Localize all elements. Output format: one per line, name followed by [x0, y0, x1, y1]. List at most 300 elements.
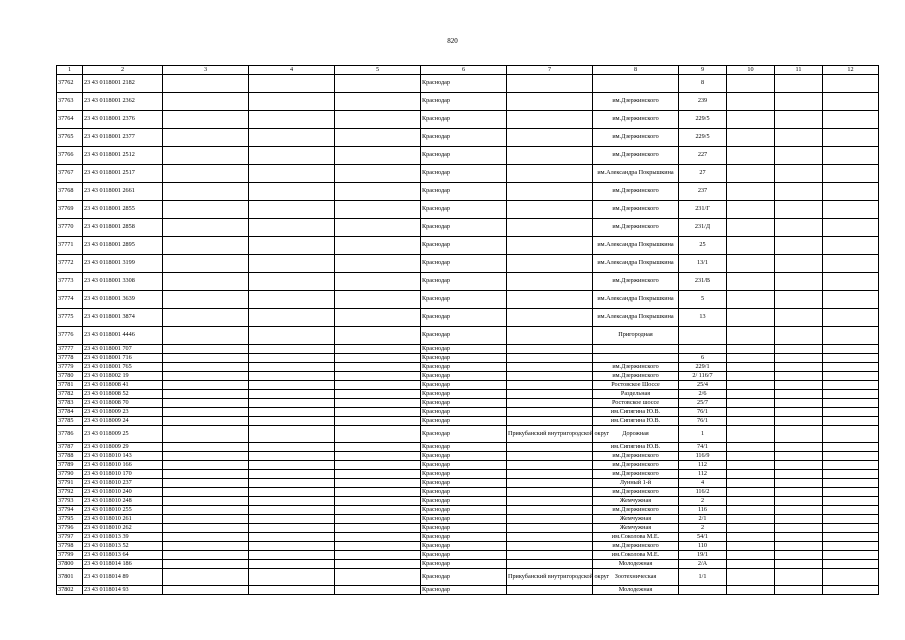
record-number: 37796	[57, 524, 83, 533]
empty-cell	[727, 443, 775, 452]
empty-cell	[249, 551, 335, 560]
table-row	[57, 147, 879, 165]
empty-cell	[163, 488, 249, 497]
empty-cell	[249, 354, 335, 363]
empty-cell	[249, 515, 335, 524]
empty-cell	[823, 551, 879, 560]
house-cell: 25/4	[679, 381, 727, 390]
empty-cell	[335, 542, 421, 551]
empty-cell	[335, 569, 421, 586]
record-number: 37772	[57, 255, 83, 273]
city-cell: Краснодар	[421, 399, 507, 408]
empty-cell	[775, 111, 823, 129]
empty-cell	[727, 488, 775, 497]
empty-cell	[775, 93, 823, 111]
empty-cell	[163, 255, 249, 273]
empty-cell	[727, 381, 775, 390]
table-row	[57, 372, 879, 381]
empty-cell	[335, 291, 421, 309]
district-cell	[507, 183, 593, 201]
cadastral-number: 23 43 0118010 262	[83, 524, 163, 533]
house-cell: 112	[679, 470, 727, 479]
empty-cell	[249, 165, 335, 183]
cadastral-number: 23 43 0118010 170	[83, 470, 163, 479]
empty-cell	[249, 479, 335, 488]
house-cell: 74/1	[679, 443, 727, 452]
empty-cell	[775, 560, 823, 569]
empty-cell	[775, 273, 823, 291]
empty-cell	[823, 309, 879, 327]
empty-cell	[163, 381, 249, 390]
empty-cell	[727, 273, 775, 291]
cadastral-number: 23 43 0118001 2362	[83, 93, 163, 111]
empty-cell	[727, 461, 775, 470]
street-cell: Жемчужная	[593, 497, 679, 506]
empty-cell	[727, 586, 775, 595]
empty-cell	[163, 470, 249, 479]
street-cell: им.Сипягина Ю.В.	[593, 443, 679, 452]
street-cell: им.Дзержинского	[593, 93, 679, 111]
empty-cell	[163, 183, 249, 201]
empty-cell	[335, 426, 421, 443]
empty-cell	[249, 291, 335, 309]
empty-cell	[727, 524, 775, 533]
cadastral-number: 23 43 0118013 52	[83, 542, 163, 551]
empty-cell	[249, 147, 335, 165]
city-cell: Краснодар	[421, 129, 507, 147]
table-row	[57, 327, 879, 345]
empty-cell	[163, 497, 249, 506]
cadastral-number: 23 43 0118010 261	[83, 515, 163, 524]
street-cell	[593, 75, 679, 93]
empty-cell	[775, 586, 823, 595]
city-cell: Краснодар	[421, 452, 507, 461]
table-row	[57, 452, 879, 461]
house-cell: 19/1	[679, 551, 727, 560]
record-number: 37792	[57, 488, 83, 497]
street-cell: им.Сипягина Ю.В.	[593, 417, 679, 426]
table-row	[57, 470, 879, 479]
record-number: 37764	[57, 111, 83, 129]
empty-cell	[727, 201, 775, 219]
table-row	[57, 524, 879, 533]
record-number: 37779	[57, 363, 83, 372]
empty-cell	[335, 147, 421, 165]
city-cell: Краснодар	[421, 524, 507, 533]
record-number: 37777	[57, 345, 83, 354]
empty-cell	[335, 488, 421, 497]
cadastral-number: 23 43 0118008 52	[83, 390, 163, 399]
empty-cell	[775, 354, 823, 363]
cadastral-number: 23 43 0118013 64	[83, 551, 163, 560]
street-cell: Ростовское шоссе	[593, 399, 679, 408]
empty-cell	[823, 497, 879, 506]
empty-cell	[823, 533, 879, 542]
district-cell	[507, 237, 593, 255]
empty-cell	[335, 183, 421, 201]
registry-table	[56, 65, 879, 595]
record-number: 37763	[57, 93, 83, 111]
house-cell: 27	[679, 165, 727, 183]
record-number: 37795	[57, 515, 83, 524]
record-number: 37800	[57, 560, 83, 569]
record-number: 37765	[57, 129, 83, 147]
column-header: 4	[249, 66, 335, 75]
empty-cell	[823, 201, 879, 219]
empty-cell	[775, 497, 823, 506]
city-cell: Краснодар	[421, 363, 507, 372]
empty-cell	[249, 399, 335, 408]
table-row	[57, 273, 879, 291]
cadastral-number: 23 43 0118008 70	[83, 399, 163, 408]
district-cell: Прикубанский внутригородской округ	[507, 426, 593, 443]
table-row	[57, 426, 879, 443]
district-cell	[507, 551, 593, 560]
city-cell: Краснодар	[421, 372, 507, 381]
cadastral-number: 23 43 0118001 4446	[83, 327, 163, 345]
house-cell: 229/5	[679, 111, 727, 129]
table-row	[57, 586, 879, 595]
record-number: 37791	[57, 479, 83, 488]
cadastral-number: 23 43 0118010 240	[83, 488, 163, 497]
street-cell: им.Дзержинского	[593, 488, 679, 497]
empty-cell	[249, 255, 335, 273]
table-row	[57, 569, 879, 586]
empty-cell	[823, 183, 879, 201]
cadastral-number: 23 43 0118010 255	[83, 506, 163, 515]
empty-cell	[249, 506, 335, 515]
empty-cell	[775, 461, 823, 470]
empty-cell	[775, 479, 823, 488]
district-cell	[507, 515, 593, 524]
table-row	[57, 237, 879, 255]
empty-cell	[335, 309, 421, 327]
street-cell	[593, 345, 679, 354]
record-number: 37788	[57, 452, 83, 461]
empty-cell	[163, 165, 249, 183]
street-cell: Лунный 1-й	[593, 479, 679, 488]
empty-cell	[775, 372, 823, 381]
street-cell: им.Дзержинского	[593, 147, 679, 165]
district-cell	[507, 309, 593, 327]
cadastral-number: 23 43 0118013 39	[83, 533, 163, 542]
record-number: 37786	[57, 426, 83, 443]
street-cell: им.Сипягина Ю.В.	[593, 408, 679, 417]
cadastral-number: 23 43 0118009 24	[83, 417, 163, 426]
empty-cell	[727, 147, 775, 165]
empty-cell	[775, 533, 823, 542]
table-row	[57, 165, 879, 183]
empty-cell	[727, 363, 775, 372]
house-cell	[679, 345, 727, 354]
empty-cell	[823, 488, 879, 497]
table-row	[57, 443, 879, 452]
city-cell: Краснодар	[421, 569, 507, 586]
empty-cell	[163, 408, 249, 417]
record-number: 37769	[57, 201, 83, 219]
empty-cell	[823, 426, 879, 443]
table-row	[57, 345, 879, 354]
empty-cell	[163, 586, 249, 595]
house-cell: 229/1	[679, 363, 727, 372]
empty-cell	[823, 586, 879, 595]
empty-cell	[727, 470, 775, 479]
empty-cell	[727, 551, 775, 560]
empty-cell	[775, 524, 823, 533]
city-cell: Краснодар	[421, 219, 507, 237]
street-cell: Раздельная	[593, 390, 679, 399]
empty-cell	[163, 417, 249, 426]
empty-cell	[775, 452, 823, 461]
empty-cell	[249, 560, 335, 569]
city-cell: Краснодар	[421, 461, 507, 470]
city-cell: Краснодар	[421, 479, 507, 488]
table-row	[57, 381, 879, 390]
empty-cell	[775, 443, 823, 452]
cadastral-number: 23 43 0118009 29	[83, 443, 163, 452]
empty-cell	[727, 165, 775, 183]
empty-cell	[775, 488, 823, 497]
house-cell: 231/В	[679, 273, 727, 291]
empty-cell	[335, 461, 421, 470]
empty-cell	[163, 542, 249, 551]
street-cell: им.Дзержинского	[593, 201, 679, 219]
empty-cell	[335, 219, 421, 237]
page-number: 820	[447, 37, 458, 45]
district-cell	[507, 93, 593, 111]
street-cell: Жемчужная	[593, 524, 679, 533]
table-row	[57, 255, 879, 273]
house-cell: 229/5	[679, 129, 727, 147]
empty-cell	[249, 111, 335, 129]
empty-cell	[163, 569, 249, 586]
empty-cell	[823, 417, 879, 426]
street-cell: им.Дзержинского	[593, 219, 679, 237]
house-cell: 231/Д	[679, 219, 727, 237]
record-number: 37783	[57, 399, 83, 408]
street-cell	[593, 354, 679, 363]
empty-cell	[775, 470, 823, 479]
table-row	[57, 291, 879, 309]
record-number: 37776	[57, 327, 83, 345]
empty-cell	[163, 390, 249, 399]
record-number: 37784	[57, 408, 83, 417]
street-cell: Жемчужная	[593, 515, 679, 524]
district-cell	[507, 524, 593, 533]
table-row	[57, 515, 879, 524]
record-number: 37802	[57, 586, 83, 595]
cadastral-number: 23 43 0118009 23	[83, 408, 163, 417]
city-cell: Краснодар	[421, 111, 507, 129]
city-cell: Краснодар	[421, 426, 507, 443]
empty-cell	[775, 551, 823, 560]
empty-cell	[335, 479, 421, 488]
empty-cell	[163, 399, 249, 408]
record-number: 37801	[57, 569, 83, 586]
district-cell	[507, 461, 593, 470]
cadastral-number: 23 43 0118001 2376	[83, 111, 163, 129]
empty-cell	[823, 165, 879, 183]
empty-cell	[335, 452, 421, 461]
empty-cell	[163, 506, 249, 515]
district-cell	[507, 219, 593, 237]
empty-cell	[249, 237, 335, 255]
empty-cell	[823, 354, 879, 363]
city-cell: Краснодар	[421, 354, 507, 363]
record-number: 37771	[57, 237, 83, 255]
table-row	[57, 129, 879, 147]
table-row	[57, 560, 879, 569]
empty-cell	[335, 408, 421, 417]
column-header: 8	[593, 66, 679, 75]
empty-cell	[727, 497, 775, 506]
empty-cell	[727, 569, 775, 586]
empty-cell	[775, 506, 823, 515]
empty-cell	[249, 93, 335, 111]
house-cell: 116	[679, 506, 727, 515]
empty-cell	[249, 408, 335, 417]
column-header: 5	[335, 66, 421, 75]
empty-cell	[249, 461, 335, 470]
street-cell: им.Дзержинского	[593, 273, 679, 291]
district-cell	[507, 201, 593, 219]
empty-cell	[163, 426, 249, 443]
city-cell: Краснодар	[421, 443, 507, 452]
district-cell	[507, 111, 593, 129]
empty-cell	[727, 354, 775, 363]
house-cell: 237	[679, 183, 727, 201]
empty-cell	[775, 542, 823, 551]
empty-cell	[823, 470, 879, 479]
district-cell	[507, 75, 593, 93]
city-cell: Краснодар	[421, 542, 507, 551]
table-row	[57, 533, 879, 542]
empty-cell	[823, 381, 879, 390]
record-number: 37787	[57, 443, 83, 452]
empty-cell	[823, 93, 879, 111]
empty-cell	[727, 408, 775, 417]
empty-cell	[335, 443, 421, 452]
empty-cell	[163, 524, 249, 533]
house-cell: 5	[679, 291, 727, 309]
empty-cell	[727, 129, 775, 147]
house-cell	[679, 327, 727, 345]
house-cell: 54/1	[679, 533, 727, 542]
empty-cell	[823, 542, 879, 551]
empty-cell	[823, 372, 879, 381]
table-row	[57, 219, 879, 237]
empty-cell	[823, 219, 879, 237]
empty-cell	[823, 363, 879, 372]
cadastral-number: 23 43 0118009 25	[83, 426, 163, 443]
street-cell: им.Дзержинского	[593, 183, 679, 201]
district-cell	[507, 542, 593, 551]
empty-cell	[335, 129, 421, 147]
empty-cell	[727, 345, 775, 354]
district-cell	[507, 479, 593, 488]
record-number: 37793	[57, 497, 83, 506]
city-cell: Краснодар	[421, 515, 507, 524]
record-number: 37762	[57, 75, 83, 93]
district-cell	[507, 147, 593, 165]
empty-cell	[335, 533, 421, 542]
empty-cell	[727, 560, 775, 569]
district-cell	[507, 354, 593, 363]
table-row	[57, 75, 879, 93]
house-cell: 227	[679, 147, 727, 165]
table-row	[57, 461, 879, 470]
empty-cell	[335, 560, 421, 569]
column-header: 6	[421, 66, 507, 75]
empty-cell	[249, 363, 335, 372]
district-cell	[507, 452, 593, 461]
house-cell: 25	[679, 237, 727, 255]
record-number: 37770	[57, 219, 83, 237]
empty-cell	[823, 327, 879, 345]
house-cell: 2/1	[679, 515, 727, 524]
street-cell: им.Александра Покрышкина	[593, 255, 679, 273]
record-number: 37767	[57, 165, 83, 183]
empty-cell	[727, 426, 775, 443]
empty-cell	[823, 569, 879, 586]
city-cell: Краснодар	[421, 273, 507, 291]
district-cell	[507, 273, 593, 291]
street-cell: Пригородная	[593, 327, 679, 345]
cadastral-number: 23 43 0118001 765	[83, 363, 163, 372]
table-row	[57, 354, 879, 363]
empty-cell	[775, 129, 823, 147]
record-number: 37781	[57, 381, 83, 390]
empty-cell	[727, 237, 775, 255]
cadastral-number: 23 43 0118010 166	[83, 461, 163, 470]
cadastral-number: 23 43 0118001 2512	[83, 147, 163, 165]
district-cell	[507, 327, 593, 345]
empty-cell	[823, 345, 879, 354]
cadastral-number: 23 43 0118010 143	[83, 452, 163, 461]
cadastral-number: 23 43 0118001 2895	[83, 237, 163, 255]
empty-cell	[163, 345, 249, 354]
city-cell: Краснодар	[421, 506, 507, 515]
empty-cell	[249, 183, 335, 201]
empty-cell	[335, 586, 421, 595]
city-cell: Краснодар	[421, 255, 507, 273]
empty-cell	[249, 524, 335, 533]
street-cell: им.Дзержинского	[593, 372, 679, 381]
column-header: 9	[679, 66, 727, 75]
empty-cell	[823, 515, 879, 524]
house-cell: 2/А	[679, 560, 727, 569]
city-cell: Краснодар	[421, 237, 507, 255]
empty-cell	[727, 417, 775, 426]
cadastral-number: 23 43 0118014 186	[83, 560, 163, 569]
empty-cell	[823, 452, 879, 461]
house-cell: 6	[679, 354, 727, 363]
cadastral-number: 23 43 0118001 3308	[83, 273, 163, 291]
house-cell: 13	[679, 309, 727, 327]
street-cell: им.Дзержинского	[593, 111, 679, 129]
city-cell: Краснодар	[421, 327, 507, 345]
city-cell: Краснодар	[421, 183, 507, 201]
district-cell: Прикубанский внутригородской округ	[507, 569, 593, 586]
empty-cell	[249, 426, 335, 443]
house-cell: 110	[679, 542, 727, 551]
empty-cell	[823, 461, 879, 470]
empty-cell	[775, 426, 823, 443]
empty-cell	[163, 452, 249, 461]
city-cell: Краснодар	[421, 381, 507, 390]
cadastral-number: 23 43 0118001 2377	[83, 129, 163, 147]
empty-cell	[727, 111, 775, 129]
